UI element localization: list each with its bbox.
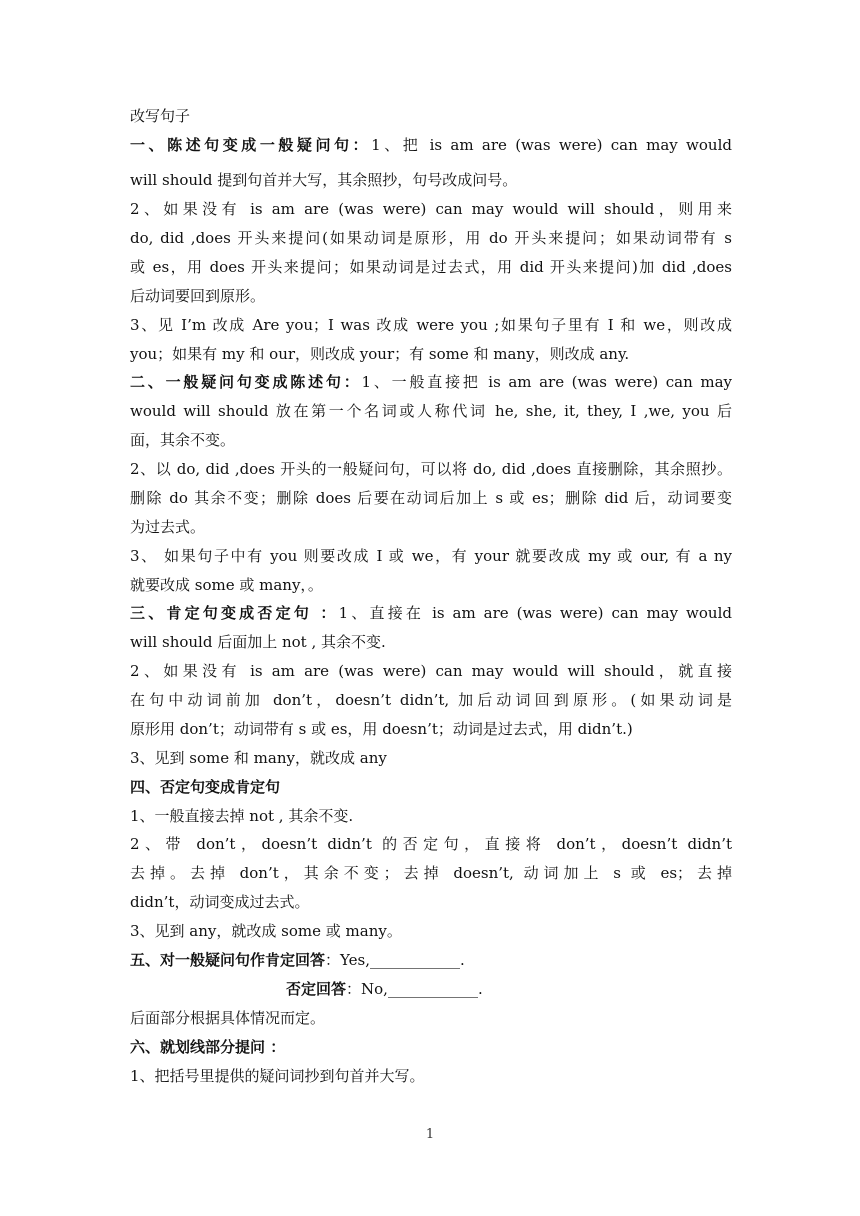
text-line: 2、如果没有 is am are (was were) can may would will should，则用来 <box>130 200 732 218</box>
text-line: 就要改成 some 或 many，。 <box>130 576 323 594</box>
text-line: 1、一般直接去掉 not , 其余不变. <box>130 807 354 825</box>
line-text: ：Yes,____________. <box>325 951 465 969</box>
line-text: 1、直接在 is am are (was were) can may would <box>338 604 732 622</box>
text-line: 3、见 I’m 改成 Are you；I was 改成 were you ;如果句子里有 I 和 we，则改成 <box>130 316 732 334</box>
page-number: 1 <box>425 1127 435 1142</box>
text-line: 在句中动词前加 don’t，doesn’t didn’t, 加后动词回到原形。(如果动词是 <box>130 691 732 709</box>
heading-label: 二、一般疑问句变成陈述句： <box>130 373 362 391</box>
text-line: do, did ,does 开头来提问(如果动词是原形，用 do 开头来提问；如果动词带有 s <box>130 229 732 247</box>
heading-label: 三、肯定句变成否定句 ： <box>130 604 339 622</box>
negative-answer-line <box>286 979 732 999</box>
text-line: you；如果有 my 和 our，则改成 your；有 some 和 many，则改成 any. <box>130 345 630 363</box>
line-text: ：No,____________. <box>346 980 483 998</box>
line-text: 1、把 is am are (was were) can may would <box>371 136 732 154</box>
text-line: 为过去式。 <box>130 518 206 536</box>
text-line: 2、以 do, did ,does 开头的一般疑问句，可以将 do, did ,does 直接删除，其余照抄。 <box>130 460 732 478</box>
heading-label: 四、否定句变成肯定句 <box>130 778 281 796</box>
text-line: 2、如果没有 is am are (was were) can may would will should，就直接 <box>130 662 732 680</box>
text-line: will should 后面加上 not , 其余不变. <box>130 633 386 651</box>
text-line: 2、带 don’t，doesn’t didn’t 的否定句，直接将 don’t，doesn’t didn’t <box>130 835 732 853</box>
section-6-heading <box>130 1037 732 1057</box>
heading-label: 五、对一般疑问句作肯定回答 <box>130 951 326 969</box>
text-line: 3、见到 some 和 many，就改成 any <box>130 749 387 767</box>
line-text: 1、一般直接把 is am are (was were) can may <box>361 373 732 391</box>
heading-label: 六、就划线部分提问 ： <box>130 1038 286 1056</box>
document-title: 改写句子 <box>130 107 191 125</box>
section-4-heading <box>130 777 732 797</box>
section-3-heading <box>130 603 732 623</box>
section-5-heading <box>130 950 732 970</box>
text-line: 3、见到 any，就改成 some 或 many。 <box>130 922 402 940</box>
section-1-heading <box>130 135 732 155</box>
text-line: 1、把括号里提供的疑问词抄到句首并大写。 <box>130 1067 425 1085</box>
text-line: 原形用 don’t；动词带有 s 或 es，用 doesn’t；动词是过去式，用 didn’t.) <box>130 720 633 738</box>
heading-label: 否定回答 <box>286 980 347 998</box>
text-line: will should 提到句首并大写，其余照抄，句号改成问号。 <box>130 171 518 189</box>
text-line: 或 es，用 does 开头来提问；如果动词是过去式，用 did 开头来提问)加 did ,does <box>130 258 732 276</box>
text-line: 后动词要回到原形。 <box>130 287 266 305</box>
section-2-heading <box>130 372 732 392</box>
heading-label: 一、陈述句变成一般疑问句： <box>130 136 372 154</box>
text-line: 面，其余不变。 <box>130 431 236 449</box>
text-line: 3、 如果句子中有 you 则要改成 I 或 we，有 your 就要改成 my 或 our, 有 a ny <box>130 547 732 565</box>
text-line: 去掉。去掉 don’t，其余不变；去掉 doesn’t, 动词加上 s 或 es；去掉 <box>130 864 732 882</box>
text-line: 删除 do 其余不变；删除 does 后要在动词后加上 s 或 es；删除 did 后，动词要变 <box>130 489 732 507</box>
text-line: would will should 放在第一个名词或人称代词 he, she, it, they, I ,we, you 后 <box>130 402 732 420</box>
text-line: 后面部分根据具体情况而定。 <box>130 1009 326 1027</box>
text-line: didn’t，动词变成过去式。 <box>130 893 310 911</box>
